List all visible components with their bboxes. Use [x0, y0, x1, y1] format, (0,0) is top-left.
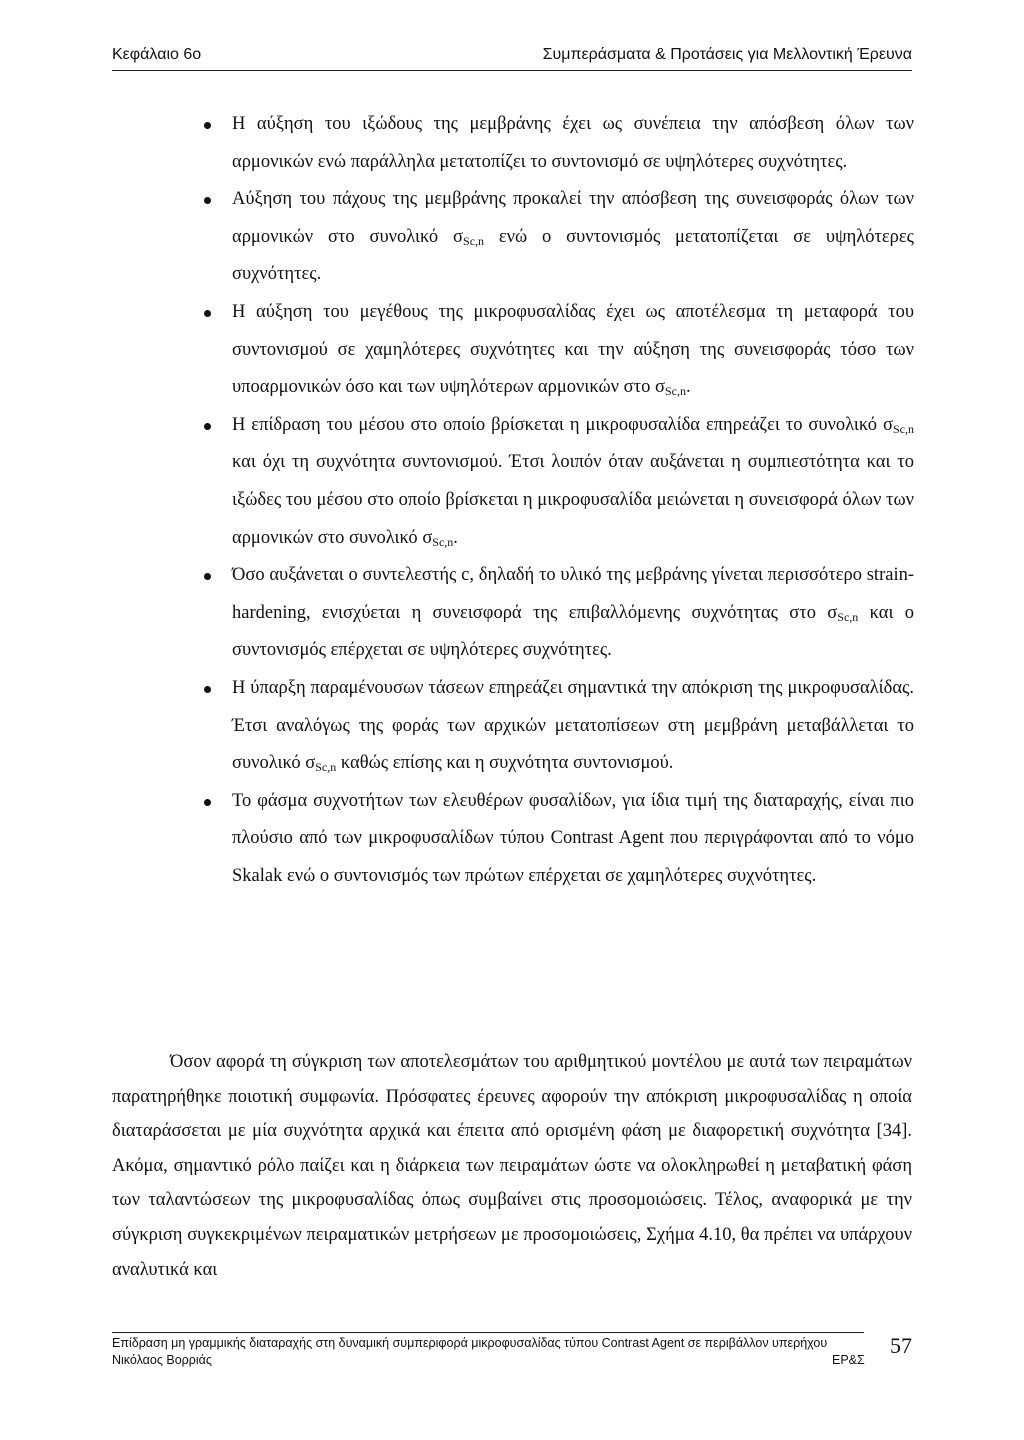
bullet-icon — [204, 686, 211, 693]
list-item — [232, 670, 914, 783]
chapter-label: Κεφάλαιο 6ο — [112, 46, 202, 63]
body-paragraph: Όσον αφορά τη σύγκριση των αποτελεσμάτων του αριθμητικού μοντέλου με αυτά των πειραμάτων παρατηρήθηκε ποιοτική συμφωνία. Πρόσφατες έρευνες αφορούν την απόκριση μικροφυσαλίδας η οποία διαταράσσεται με μία συχνότητα αρχικά και έπειτα από ορισμένη φάση με διαφορετική συχνότητα [34]. Ακόμα, σημαντικό ρόλο παίζει και η διάρκεια των πειραμάτων ώστε να ολοκληρωθεί η μεταβατική φάση των ταλαντώσεων της μικροφυσαλίδας όπως συμβαίνει στις προσομοιώσεις. Τέλος, αναφορικά με την σύγκριση συγκεκριμένων πειραματικών μετρήσεων με προσομοιώσεις, Σχήμα 4.10, θα πρέπει να υπάρχουν αναλυτικά και — [112, 1052, 912, 1280]
section-title: Συμπεράσματα & Προτάσεις για Μελλοντική Έρευνα — [542, 46, 912, 63]
page-number: 57 — [890, 1333, 912, 1358]
list-item — [232, 783, 914, 896]
bullet-text: Η αύξηση του ιξώδους της μεμβράνης έχει ως συνέπεια την απόσβεση όλων των αρμονικών ενώ παράλληλα μετατοπίζει το συντονισμό σε υψηλότερες συχνότητες. — [232, 114, 914, 172]
bullet-text: Όσο αυξάνεται ο συντελεστής c, δηλαδή το υλικό της μεβράνης γίνεται περισσότερο strain-hardening, ενισχύεται η συνεισφορά της επιβαλλόμενης συχνότητας στο — [232, 565, 914, 623]
sigma-symbol: σ — [827, 602, 838, 623]
bullet-icon — [204, 573, 211, 580]
sigma-symbol: σ — [422, 527, 433, 548]
bullet-icon — [204, 197, 211, 204]
sigma-symbol: σ — [305, 753, 316, 774]
bullet-icon — [204, 310, 211, 317]
bullet-text: και όχι τη συχνότητα συντονισμού. Έτσι λοιπόν όταν αυξάνεται η συμπιεστότητα και το ιξώδες του μέσου στο οποίο βρίσκεται η μικροφυσαλίδα μειώνεται η συνεισφορά όλων των αρμονικών στο συνολικό — [232, 452, 914, 548]
bullet-text: και ο συντονισμός επέρχεται σε υψηλότερες συχνότητες. — [232, 602, 914, 661]
page-footer — [112, 1332, 912, 1382]
bullet-text: Η ύπαρξη παραμένουσων τάσεων επηρεάζει σημαντικά την απόκριση της μικροφυσαλίδας. Έτσι αναλόγως της φοράς των αρχικών μετατοπίσεων στη μεμβράνη μεταβάλλεται το συνολικό — [232, 677, 914, 774]
department-abbr: ΕΡ&Σ — [832, 1353, 865, 1367]
sigma-subscript: Sc,n — [315, 760, 337, 775]
bullet-text: Το φάσμα συχνοτήτων των ελευθέρων φυσαλίδων, για ίδια τιμή της διαταραχής, είναι πιο πλούσιο από των μικροφυσαλίδων τύπου Contrast Agent που περιγράφονται από το νόμο Skalak ενώ ο συντονισμός των πρώτων επέρχεται σε χαμηλότερες συχνότητες. — [232, 790, 914, 886]
sigma-symbol: σ — [883, 414, 893, 435]
bullet-text: . — [685, 377, 691, 398]
sigma-subscript: Sc,n — [664, 384, 686, 399]
list-item — [232, 181, 914, 294]
list-item — [232, 106, 914, 181]
bullet-icon — [204, 799, 211, 806]
bullet-text: . — [453, 527, 458, 548]
bullet-icon — [204, 423, 211, 430]
sigma-subscript: Sc,n — [432, 534, 454, 549]
sigma-subscript: Sc,n — [837, 609, 859, 624]
sigma-symbol: σ — [654, 377, 665, 398]
bullet-text: Αύξηση του πάχους της μεμβράνης προκαλεί την απόσβεση της συνεισφοράς όλων των αρμονικών στο συνολικό — [232, 189, 914, 247]
sigma-symbol: σ — [453, 226, 464, 247]
author-name: Νικόλαος Βορριάς — [112, 1353, 212, 1367]
list-item — [232, 294, 914, 407]
thesis-title: Επίδραση μη γραμμικής διαταραχής στη δυναμική συμπεριφορά μικροφυσαλίδας τύπου Contrast Agent σε περιβάλλον υπερήχου — [112, 1336, 828, 1350]
bullet-text: καθώς επίσης και η συχνότητα συντονισμού. — [336, 753, 674, 774]
sigma-subscript: Sc,n — [893, 421, 914, 436]
bullet-text: Η επίδραση του μέσου στο οποίο βρίσκεται η μικροφυσαλίδα επηρεάζει το συνολικό — [232, 414, 884, 435]
page-header — [112, 44, 912, 71]
sigma-subscript: Sc,n — [463, 233, 485, 248]
bullet-icon — [204, 122, 211, 129]
conclusions-list — [232, 106, 914, 895]
footer-divider — [112, 1332, 864, 1333]
bullet-text: ενώ ο συντονισμός μετατοπίζεται σε υψηλότερες συχνότητες. — [232, 226, 914, 285]
list-item — [232, 557, 914, 670]
list-item — [232, 407, 914, 557]
bullet-text: Η αύξηση του μεγέθους της μικροφυσαλίδας έχει ως αποτέλεσμα τη μεταφορά του συντονισμού σε χαμηλότερες συχνότητες και την αύξηση της συνεισφοράς τόσο των υποαρμονικών όσο και των υψηλότερων αρμονικών στο — [232, 301, 914, 398]
